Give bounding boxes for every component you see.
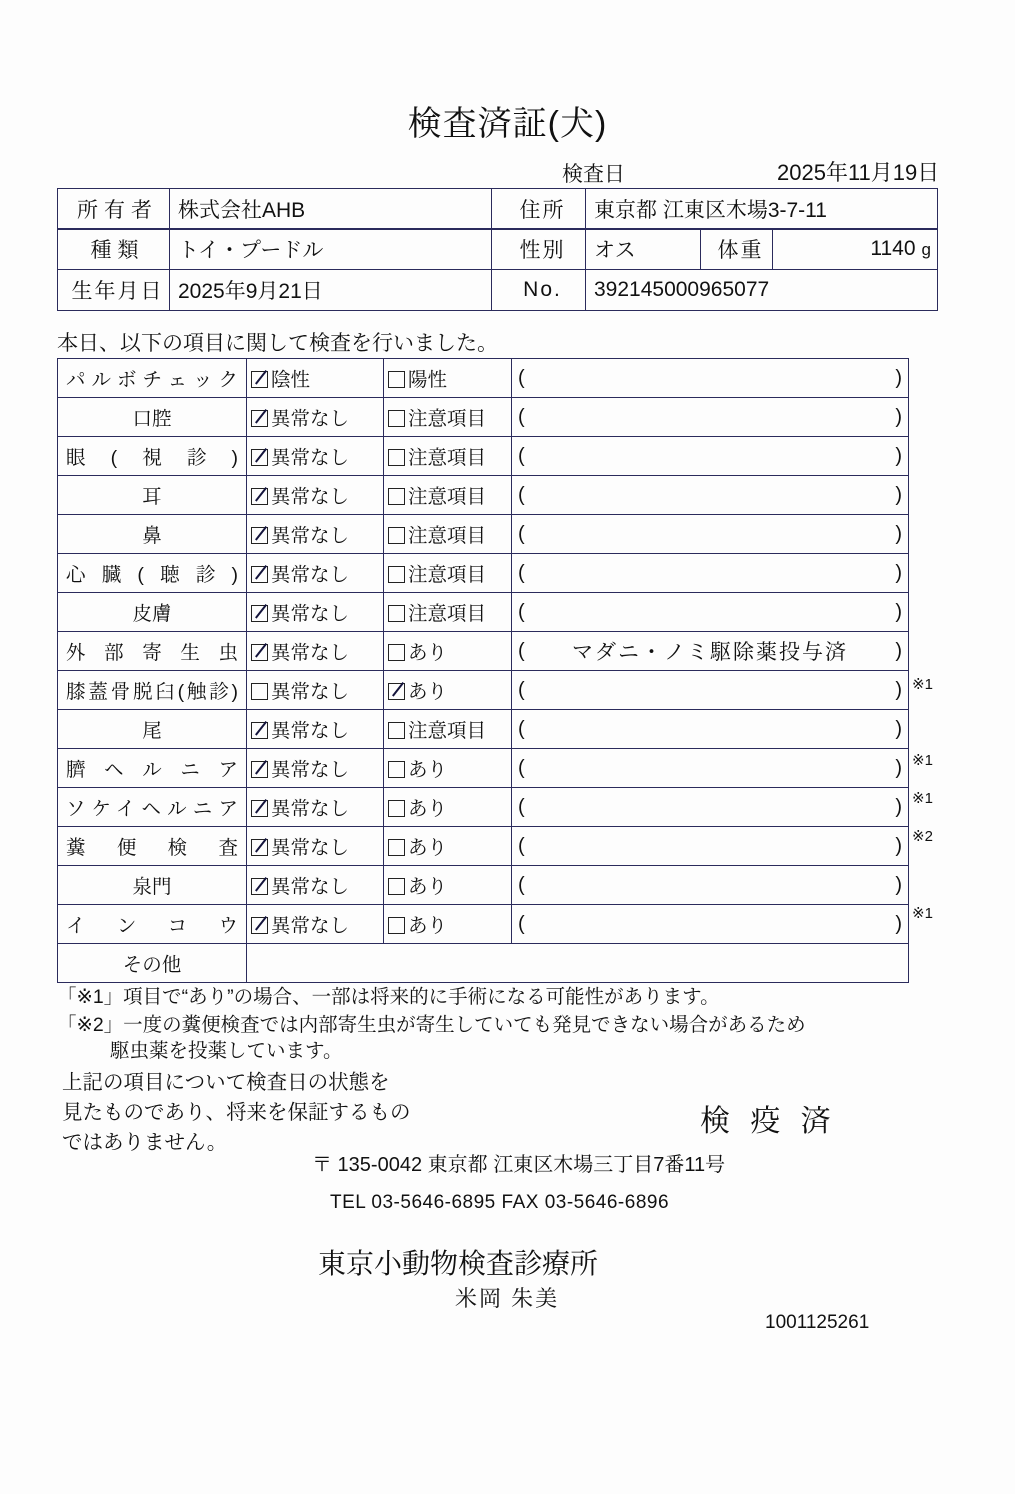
checkbox-checked-icon[interactable] [251,488,268,505]
checkbox-checked-icon[interactable] [251,839,268,856]
item-marker: ※1 [912,752,933,769]
item-option-2-label: 注意項目 [408,564,487,586]
item-option-2-label: 陽性 [408,369,448,391]
owner-value: 株式会社AHB [170,189,492,230]
paren-close: ) [895,912,902,935]
serial-number: 1001125261 [765,1312,870,1333]
item-remark-cell[interactable] [512,749,909,788]
intro-note: 本日、以下の項目に関して検査を行いました。 [57,332,498,355]
paren-close: ) [895,756,902,779]
item-option-1[interactable] [247,515,384,554]
table-row [58,749,909,788]
table-row [58,437,909,476]
paren-open: ( [518,483,525,506]
item-remark-wrap [518,636,902,666]
table-row [58,671,909,710]
paren-close: ) [895,522,902,545]
paren-open: ( [518,756,525,779]
table-row [58,827,909,866]
weight-value: 1140 [870,237,916,260]
item-option-1-label: 異常なし [271,681,350,703]
weight-unit: g [921,240,931,259]
item-option-2-label: あり [408,876,448,898]
item-remark-cell[interactable] [512,515,909,554]
checkbox-checked-icon[interactable] [251,917,268,934]
breed-label: 種類 [58,229,170,270]
sex-value: オス [586,229,701,270]
table-row [58,359,909,398]
checkbox-checked-icon[interactable] [388,683,405,700]
item-remark-wrap [518,562,902,585]
item-option-2-label: 注意項目 [408,447,487,469]
table-row [58,944,909,983]
item-remark-cell[interactable] [512,632,909,671]
item-remark-cell[interactable] [512,788,909,827]
paren-open: ( [518,834,525,857]
item-remark-cell[interactable] [512,671,909,710]
item-remark-wrap [518,757,902,780]
paren-open: ( [518,522,525,545]
inspection-date-value: 2025年11月19日 [777,160,940,185]
paren-open: ( [518,678,525,701]
item-name: 泉門 [58,866,247,905]
paren-close: ) [895,639,902,662]
address-value: 東京都 江東区木場3-7-11 [586,189,938,230]
paren-open: ( [518,561,525,584]
paren-open: ( [518,600,525,623]
checkbox-icon[interactable] [388,839,405,856]
paren-close: ) [895,795,902,818]
item-option-1-label: 異常なし [271,642,350,664]
owner-label: 所有者 [58,189,170,230]
table-row [58,476,909,515]
item-option-1-label: 異常なし [271,915,350,937]
item-option-1[interactable] [247,593,384,632]
page-title: 検査済証(犬) [407,105,608,143]
item-option-1-label: 異常なし [271,876,350,898]
item-option-1[interactable] [247,437,384,476]
checkbox-icon[interactable] [388,644,405,661]
paren-close: ) [895,405,902,428]
item-option-2[interactable] [384,788,512,827]
item-option-1[interactable] [247,671,384,710]
paren-open: ( [518,912,525,935]
item-option-1-label: 異常なし [271,447,350,469]
checkbox-icon[interactable] [388,878,405,895]
checkbox-icon[interactable] [388,917,405,934]
paren-open: ( [518,873,525,896]
item-option-1-label: 異常なし [271,759,350,781]
item-option-1-label: 異常なし [271,564,350,586]
paren-close: ) [895,366,902,389]
item-option-1[interactable] [247,905,384,944]
paren-close: ) [895,873,902,896]
item-free-text[interactable] [247,944,909,983]
item-name: 臍ヘルニア [58,749,247,788]
table-row [58,905,909,944]
item-remark-cell[interactable] [512,866,909,905]
table-row [58,398,909,437]
item-option-2[interactable] [384,437,512,476]
item-option-1[interactable] [247,359,384,398]
item-name: 外部寄生虫 [58,632,247,671]
checkbox-icon[interactable] [388,410,405,427]
item-remark-cell[interactable] [512,593,909,632]
item-remark-wrap [518,367,902,390]
item-remark-wrap [518,796,902,819]
item-option-1[interactable] [247,632,384,671]
item-option-2[interactable] [384,827,512,866]
checkbox-icon[interactable] [388,800,405,817]
item-option-1[interactable] [247,710,384,749]
item-option-2[interactable] [384,905,512,944]
item-remark-cell[interactable] [512,476,909,515]
paren-close: ) [895,717,902,740]
item-option-2-label: 注意項目 [408,720,487,742]
item-name: 糞便検査 [58,827,247,866]
paren-close: ) [895,678,902,701]
item-name: 尾 [58,710,247,749]
table-row [58,710,909,749]
item-marker: ※1 [912,675,933,693]
item-remark-wrap [518,913,902,936]
checkbox-icon[interactable] [388,449,405,466]
item-remark-wrap [518,718,902,741]
checkbox-checked-icon[interactable] [251,371,268,388]
paren-open: ( [518,717,525,740]
table-row-owner [58,189,938,230]
table-row-breed [58,229,938,270]
item-name: 皮膚 [58,593,247,632]
item-option-2-label: あり [408,837,448,859]
item-option-2-label: あり [408,642,448,664]
birth-value: 2025年9月21日 [170,270,492,311]
item-remark-wrap [518,445,902,468]
item-option-2[interactable] [384,593,512,632]
item-remark-wrap [518,601,902,624]
paren-open: ( [518,795,525,818]
paren-open: ( [518,639,525,662]
item-option-2[interactable] [384,359,512,398]
item-option-2-label: 注意項目 [408,408,487,430]
checkbox-checked-icon[interactable] [251,800,268,817]
clinic-phone: TEL 03-5646-6895 FAX 03-5646-6896 [330,1192,670,1213]
item-option-2-label: あり [408,759,448,781]
item-option-1-label: 異常なし [271,525,350,547]
item-option-1-label: 異常なし [271,408,350,430]
item-option-2[interactable] [384,749,512,788]
paren-close: ) [895,444,902,467]
item-remark-wrap [518,835,902,858]
header-table [57,188,938,230]
table-row [58,632,909,671]
checkbox-checked-icon[interactable] [251,449,268,466]
item-remark-wrap [518,874,902,897]
quarantine-stamp: 検 疫 済 [700,1105,837,1138]
address-label: 住所 [492,189,586,230]
item-option-1[interactable] [247,398,384,437]
item-remark-cell[interactable] [512,437,909,476]
item-marker: ※2 [912,828,933,846]
checkbox-icon[interactable] [388,527,405,544]
paren-close: ) [895,561,902,584]
checkbox-icon[interactable] [388,605,405,622]
birth-label: 生年月日 [58,270,170,311]
table-row [58,788,909,827]
item-option-1[interactable] [247,827,384,866]
checkbox-checked-icon[interactable] [251,878,268,895]
item-name: 口腔 [58,398,247,437]
paren-open: ( [518,366,525,389]
footnote-2b: 駆虫薬を投薬しています。 [110,1040,343,1062]
checkbox-checked-icon[interactable] [251,761,268,778]
paren-close: ) [895,600,902,623]
table-row [58,554,909,593]
item-option-2[interactable] [384,866,512,905]
item-option-2[interactable] [384,671,512,710]
paren-open: ( [518,405,525,428]
item-name: パルボチェック [58,359,247,398]
checkbox-checked-icon[interactable] [251,644,268,661]
item-remark-wrap [518,523,902,546]
item-option-2-label: あり [408,798,448,820]
item-remark-cell[interactable] [512,710,909,749]
weight-cell [773,229,938,270]
disclaimer-line-1: 見たものであり、将来を保証するもの [62,1101,411,1124]
item-option-1-label: 陰性 [271,369,311,391]
item-option-2-label: 注意項目 [408,525,487,547]
checkbox-icon[interactable] [251,683,268,700]
item-remark-cell[interactable] [512,359,909,398]
item-remark-wrap [518,679,902,702]
table-row [58,593,909,632]
no-value: 392145000965077 [586,270,938,311]
item-option-2-label: あり [408,681,448,703]
checkbox-icon[interactable] [388,488,405,505]
item-remark-cell[interactable] [512,554,909,593]
item-option-1-label: 異常なし [271,603,350,625]
checkbox-checked-icon[interactable] [251,527,268,544]
item-name: 眼(視診) [58,437,247,476]
header-table-2 [57,228,938,311]
item-remark-cell[interactable] [512,827,909,866]
examiner-name: 米岡 朱美 [455,1286,560,1311]
table-row-birth [58,270,938,311]
checkbox-icon[interactable] [388,722,405,739]
paren-open: ( [518,444,525,467]
item-option-1[interactable] [247,866,384,905]
weight-label: 体重 [701,229,773,270]
item-option-2-label: 注意項目 [408,603,487,625]
item-remark-cell[interactable] [512,905,909,944]
table-row [58,866,909,905]
item-option-1[interactable] [247,476,384,515]
clinic-postal-address: 〒 135-0042 東京都 江東区木場三丁目7番11号 [312,1154,726,1176]
item-option-2[interactable] [384,398,512,437]
checkbox-checked-icon[interactable] [251,410,268,427]
item-marker: ※1 [912,790,933,808]
exam-items-table [57,358,909,983]
breed-value: トイ・プードル [170,229,492,270]
clinic-name: 東京小動物検査診療所 [318,1248,599,1279]
item-option-1-label: 異常なし [271,837,350,859]
item-name: インコウ [58,905,247,944]
checkbox-icon[interactable] [388,371,405,388]
item-option-1[interactable] [247,749,384,788]
item-name: 耳 [58,476,247,515]
item-marker: ※1 [912,904,933,922]
item-option-1-label: 異常なし [271,486,350,508]
item-name: 鼻 [58,515,247,554]
item-option-2[interactable] [384,632,512,671]
disclaimer-line-2: ではありません。 [62,1131,228,1154]
item-option-2[interactable] [384,554,512,593]
checkbox-checked-icon[interactable] [251,566,268,583]
table-row [58,515,909,554]
inspection-date-label: 検査日 [562,163,625,186]
item-option-1[interactable] [247,788,384,827]
checkbox-checked-icon[interactable] [251,605,268,622]
item-option-1-label: 異常なし [271,720,350,742]
item-option-2[interactable] [384,476,512,515]
disclaimer-text [62,1068,411,1158]
no-label: No. [492,270,586,311]
item-option-2-label: 注意項目 [408,486,487,508]
item-remark-wrap [518,406,902,429]
item-name: ソケイヘルニア [58,788,247,827]
item-name: 心臓(聴診) [58,554,247,593]
item-option-2[interactable] [384,515,512,554]
item-option-2[interactable] [384,710,512,749]
footnote-2: 「※2」一度の糞便検査では内部寄生虫が寄生していても発見できない場合があるため [57,1014,806,1036]
footnote-1: 「※1」項目で“あり”の場合、一部は将来的に手術になる可能性があります。 [57,986,720,1008]
item-remark-cell[interactable] [512,398,909,437]
paren-close: ) [895,483,902,506]
item-option-1-label: 異常なし [271,798,350,820]
checkbox-checked-icon[interactable] [251,722,268,739]
disclaimer-line-0: 上記の項目について検査日の状態を [62,1071,390,1094]
item-name: その他 [58,944,247,983]
item-option-2-label: あり [408,915,448,937]
item-name: 膝蓋骨脱臼(触診) [58,671,247,710]
sex-label: 性別 [492,229,586,270]
item-remark-wrap [518,484,902,507]
paren-close: ) [895,834,902,857]
item-remark-text: マダニ・ノミ駆除薬投与済 [572,641,848,664]
item-option-1[interactable] [247,554,384,593]
checkbox-icon[interactable] [388,566,405,583]
checkbox-icon[interactable] [388,761,405,778]
